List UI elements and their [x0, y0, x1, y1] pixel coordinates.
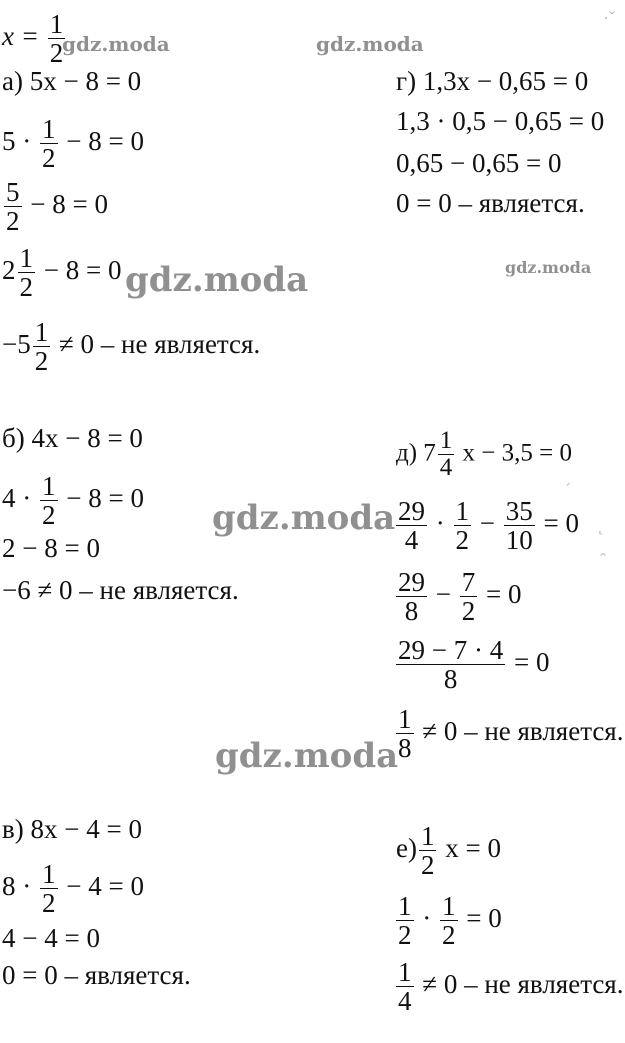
problem-a-line2: $\frac{5}{2}$ − 8 = 0: [6, 177, 108, 237]
problem-v-line3: 0 = 0 – является.: [2, 960, 191, 990]
fraction: $\frac{7}{2}$: [461, 567, 476, 627]
problem-b-line3: −6 ≠ 0 – не является.: [2, 575, 239, 605]
problem-a-line3: 2 $\frac{1}{2}$ − 8 = 0: [2, 243, 122, 303]
watermark: gdz.moda: [505, 258, 592, 277]
fraction: $\frac{1}{2}$: [34, 317, 49, 377]
fraction: $\frac{1}{4}$: [439, 427, 453, 482]
scan-artifact: ˛: [598, 515, 604, 535]
problem-d-title: д) 7 $\frac{1}{4}$ x − 3,5 = 0: [396, 427, 572, 482]
fraction: $\frac{29}{4}$: [398, 496, 425, 556]
problem-e-line1: $\frac{1}{2}$ · $\frac{1}{2}$ = 0: [398, 891, 502, 951]
fraction: $\frac{1}{8}$: [398, 704, 412, 764]
header-fraction: $\frac{1}{2}$: [49, 9, 64, 69]
problem-e-title: е) $\frac{1}{2}$ x = 0: [396, 821, 501, 881]
scan-artifact: ˆ: [600, 550, 606, 570]
problem-g-line3: 0 = 0 – является.: [396, 188, 585, 218]
problem-e-line2: $\frac{1}{4}$ ≠ 0 – не является.: [398, 957, 624, 1017]
problem-v-line2: 4 − 4 = 0: [2, 923, 100, 953]
problem-v-line1: 8 · $\frac{1}{2}$ − 4 = 0: [2, 859, 144, 919]
fraction: $\frac{1}{2}$: [398, 891, 412, 951]
fraction: $\frac{5}{2}$: [6, 177, 20, 237]
watermark: gdz.moda: [62, 32, 170, 56]
fraction: $\frac{1}{2}$: [42, 471, 56, 531]
problem-a-line4: −5 $\frac{1}{2}$ ≠ 0 – не является.: [2, 317, 261, 377]
problem-d-line4: $\frac{1}{8}$ ≠ 0 – не является.: [398, 704, 624, 764]
fraction: $\frac{1}{2}$: [442, 891, 456, 951]
problem-d-line2: $\frac{29}{8}$ − $\frac{7}{2}$ = 0: [398, 567, 522, 627]
fraction: $\frac{1}{2}$: [455, 496, 469, 556]
problem-d-line3: $\frac{29 - 7 \cdot 4}{8}$ = 0: [398, 635, 550, 695]
fraction: $\frac{1}{2}$: [420, 821, 435, 881]
fraction: $\frac{29 - 7 \cdot 4}{8}$: [398, 635, 504, 695]
fraction: $\frac{29}{8}$: [398, 567, 425, 627]
problem-a-title: а) 5x − 8 = 0: [2, 66, 142, 96]
fraction: $\frac{1}{2}$: [42, 859, 56, 919]
fraction: $\frac{1}{4}$: [398, 957, 412, 1017]
problem-v-title: в) 8x − 4 = 0: [2, 814, 142, 844]
problem-d-line1: $\frac{29}{4}$ · $\frac{1}{2}$ − $\frac{35}{10}$ = 0: [398, 496, 579, 556]
watermark: gdz.moda: [125, 260, 309, 300]
watermark: gdz.moda: [215, 736, 399, 776]
header-x-eq: x =: [2, 21, 39, 52]
header-line: [2, 10, 67, 68]
fraction: $\frac{1}{2}$: [42, 114, 56, 174]
watermark: gdz.moda: [212, 498, 396, 538]
fraction: $\frac{1}{2}$: [19, 243, 33, 303]
watermark: gdz.moda: [316, 32, 424, 56]
problem-g-title: г) 1,3x − 0,65 = 0: [396, 66, 589, 96]
problem-a-line1: 5 · $\frac{1}{2}$ − 8 = 0: [2, 114, 144, 174]
problem-b-line1: 4 · $\frac{1}{2}$ − 8 = 0: [2, 471, 144, 531]
problem-g-line1: 1,3 · 0,5 − 0,65 = 0: [396, 106, 605, 136]
fraction: $\frac{35}{10}$: [505, 496, 533, 556]
problem-g-line2: 0,65 − 0,65 = 0: [396, 148, 562, 178]
scan-artifact: ·ˇ: [603, 8, 615, 28]
scan-artifact: ´: [565, 480, 571, 500]
problem-b-title: б) 4x − 8 = 0: [2, 423, 143, 453]
problem-b-line2: 2 − 8 = 0: [2, 533, 100, 563]
